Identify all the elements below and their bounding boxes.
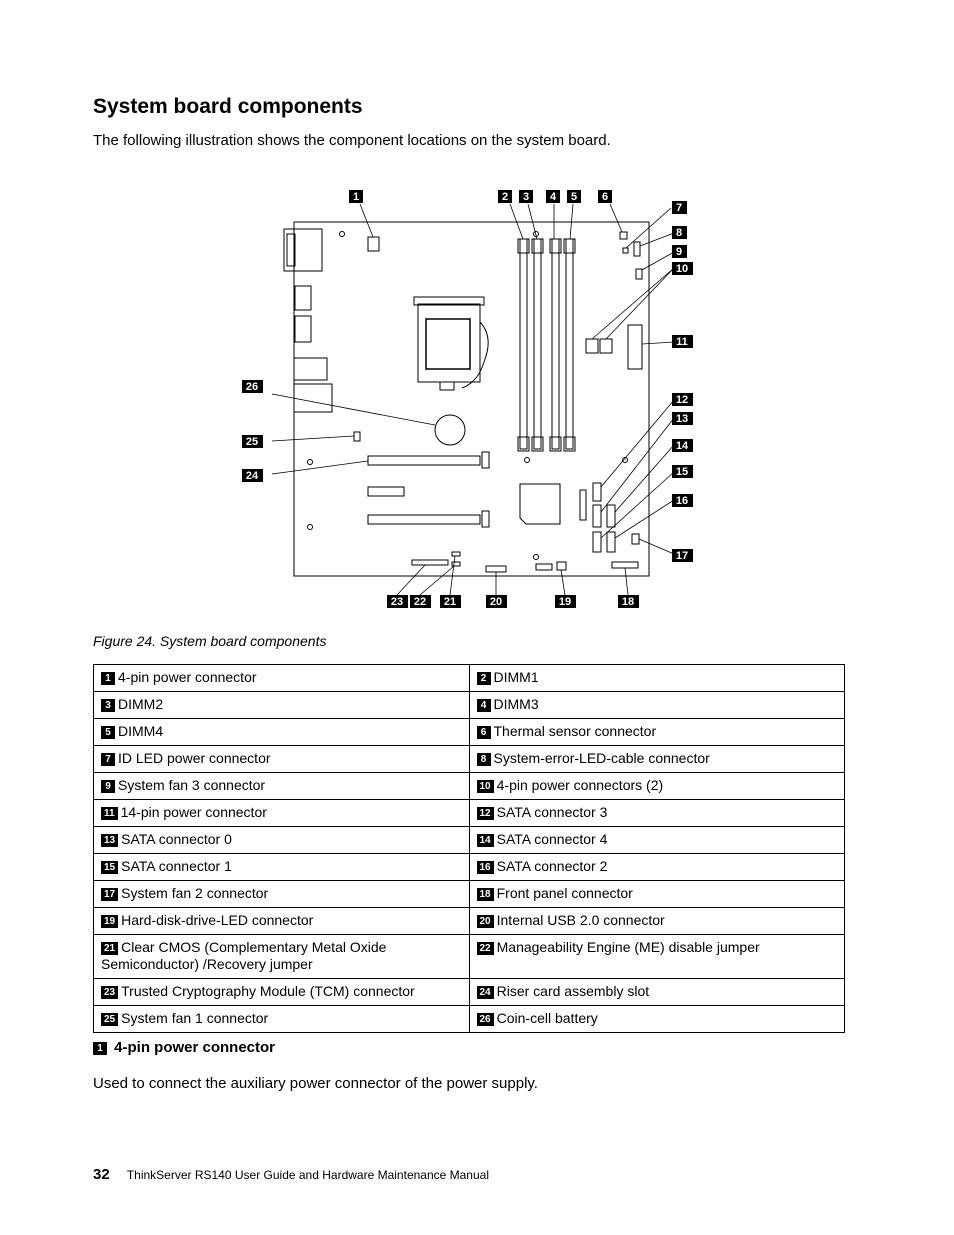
component-cell (469, 908, 845, 935)
component-number-badge: 26 (477, 1013, 494, 1026)
component-label: 14-pin power connector (120, 804, 267, 820)
svg-text:16: 16 (675, 495, 689, 507)
svg-text:22: 22 (413, 596, 427, 608)
pcie-slot-small (368, 487, 404, 496)
svg-text:1: 1 (352, 191, 360, 203)
sata-connector-2 (607, 532, 615, 552)
component-cell (469, 854, 845, 881)
connector-14pin (628, 325, 642, 369)
component-label: DIMM4 (118, 723, 164, 739)
component-label: DIMM1 (493, 669, 539, 685)
svg-text:13: 13 (675, 413, 689, 425)
system-fan-2-connector (632, 534, 639, 544)
section-heading-text: 4-pin power connector (114, 1039, 276, 1056)
svg-text:26: 26 (245, 381, 259, 393)
component-number-badge: 16 (477, 861, 494, 874)
component-number-badge: 7 (101, 753, 115, 766)
table-row (94, 935, 845, 979)
component-label: Hard-disk-drive-LED connector (121, 912, 314, 928)
svg-text:20: 20 (489, 596, 503, 608)
sata-connector-4 (607, 505, 615, 527)
component-label: SATA connector 0 (121, 831, 232, 847)
component-label: SATA connector 4 (496, 831, 608, 847)
component-number-badge: 24 (477, 986, 494, 999)
component-cell (94, 692, 470, 719)
component-label: DIMM2 (118, 696, 164, 712)
component-label: System fan 1 connector (121, 1010, 269, 1026)
component-number-badge: 10 (477, 780, 494, 793)
component-number-badge: 6 (477, 726, 491, 739)
svg-text:17: 17 (675, 550, 689, 562)
system-error-led-connector (634, 242, 640, 256)
thermal-sensor-connector (620, 232, 627, 239)
component-number-badge: 22 (477, 942, 494, 955)
component-number-badge: 3 (101, 699, 115, 712)
svg-text:8: 8 (675, 227, 683, 239)
svg-text:15: 15 (675, 466, 689, 478)
svg-text:18: 18 (621, 596, 635, 608)
svg-text:5: 5 (570, 191, 578, 203)
component-label: Trusted Cryptography Module (TCM) connector (121, 983, 415, 999)
tcm-connector (412, 560, 448, 565)
component-label: Coin-cell battery (496, 1010, 598, 1026)
table-row (94, 854, 845, 881)
table-row (94, 979, 845, 1006)
component-label: SATA connector 1 (121, 858, 232, 874)
rear-io-port-a (295, 286, 311, 310)
connector-4pin-b (600, 339, 612, 353)
section-badge: 1 (93, 1042, 107, 1055)
component-cell (94, 1006, 470, 1033)
rear-io-top (284, 229, 322, 271)
component-cell (94, 719, 470, 746)
component-cell (94, 908, 470, 935)
component-number-badge: 1 (101, 672, 115, 685)
component-cell (94, 979, 470, 1006)
table-row (94, 746, 845, 773)
component-number-badge: 20 (477, 915, 494, 928)
table-row (94, 719, 845, 746)
component-label: System fan 3 connector (118, 777, 266, 793)
table-row (94, 881, 845, 908)
component-cell (469, 935, 845, 979)
page-title: System board components (93, 95, 363, 118)
connector-4pin (368, 237, 379, 251)
svg-text:11: 11 (676, 336, 688, 348)
component-number-badge: 18 (477, 888, 494, 901)
component-label: Clear CMOS (Complementary Metal Oxide Semiconductor) /Recovery jumper (101, 939, 387, 972)
component-number-badge: 5 (101, 726, 115, 739)
component-label: Riser card assembly slot (496, 983, 650, 999)
clear-cmos-jumper (452, 552, 460, 556)
component-cell (94, 881, 470, 908)
component-cell (469, 773, 845, 800)
component-number-badge: 12 (477, 807, 494, 820)
component-label: System-error-LED-cable connector (493, 750, 710, 766)
component-number-badge: 25 (101, 1013, 118, 1026)
intro-text: The following illustration shows the component locations on the system board. (93, 132, 611, 149)
id-led-connector (623, 248, 628, 253)
internal-usb-connector (486, 566, 506, 572)
section-text: Used to connect the auxiliary power connector of the power supply. (93, 1075, 538, 1092)
svg-text:23: 23 (390, 596, 404, 608)
sata-connector-1 (593, 532, 601, 552)
component-number-badge: 11 (101, 807, 118, 820)
figure-caption: Figure 24. System board components (93, 633, 327, 649)
svg-text:19: 19 (558, 596, 572, 608)
svg-text:14: 14 (675, 440, 689, 452)
component-label: Front panel connector (496, 885, 633, 901)
component-cell (469, 665, 845, 692)
table-row (94, 692, 845, 719)
component-cell (94, 854, 470, 881)
component-cell (469, 881, 845, 908)
component-cell (469, 1006, 845, 1033)
svg-text:2: 2 (501, 191, 509, 203)
component-number-badge: 23 (101, 986, 118, 999)
pcie-slot-long (368, 515, 480, 524)
component-cell (94, 935, 470, 979)
component-label: Thermal sensor connector (493, 723, 657, 739)
riser-card-slot (368, 456, 480, 465)
component-label: ID LED power connector (118, 750, 271, 766)
svg-text:12: 12 (675, 394, 689, 406)
component-number-badge: 9 (101, 780, 115, 793)
component-number-badge: 17 (101, 888, 118, 901)
component-number-badge: 13 (101, 834, 118, 847)
rear-io-port-c (294, 358, 327, 380)
svg-text:3: 3 (522, 191, 530, 203)
connector-4pin-a (586, 339, 598, 353)
rear-io-port-d (294, 384, 332, 412)
front-panel-connector (612, 562, 638, 568)
table-row (94, 1006, 845, 1033)
component-cell (94, 827, 470, 854)
chipset (520, 484, 560, 524)
components-table (93, 664, 845, 1033)
component-cell (94, 746, 470, 773)
hdd-led-connector (557, 562, 566, 570)
system-fan-1-connector (354, 432, 360, 441)
board-outline (294, 222, 649, 576)
component-cell (469, 719, 845, 746)
system-fan-3-connector (636, 269, 642, 279)
component-label: 4-pin power connectors (2) (496, 777, 664, 793)
svg-text:4: 4 (549, 191, 557, 203)
component-label: System fan 2 connector (121, 885, 269, 901)
component-number-badge: 4 (477, 699, 491, 712)
component-number-badge: 15 (101, 861, 118, 874)
component-cell (469, 800, 845, 827)
component-cell (94, 665, 470, 692)
table-row (94, 800, 845, 827)
component-number-badge: 8 (477, 753, 491, 766)
component-cell (469, 746, 845, 773)
sata-connector-3 (593, 483, 601, 501)
component-cell (469, 979, 845, 1006)
svg-text:21: 21 (443, 596, 457, 608)
component-label: SATA connector 3 (496, 804, 608, 820)
me-disable-jumper (452, 562, 460, 566)
dimm-slots (518, 239, 575, 451)
component-label: Internal USB 2.0 connector (496, 912, 665, 928)
page-footer (93, 1166, 489, 1183)
manual-title: ThinkServer RS140 User Guide and Hardware Maintenance Manual (126, 1168, 489, 1182)
component-number-badge: 21 (101, 942, 118, 955)
component-cell (94, 800, 470, 827)
svg-text:9: 9 (675, 246, 683, 258)
component-label: Manageability Engine (ME) disable jumper (496, 939, 760, 955)
component-label: SATA connector 2 (496, 858, 608, 874)
section-heading (93, 1039, 275, 1056)
table-row (94, 827, 845, 854)
table-row (94, 908, 845, 935)
rear-io-port-b (295, 316, 311, 342)
component-cell (469, 692, 845, 719)
svg-text:25: 25 (245, 436, 259, 448)
component-label: 4-pin power connector (118, 669, 257, 685)
component-number-badge: 19 (101, 915, 118, 928)
component-number-badge: 2 (477, 672, 491, 685)
page-number: 32 (93, 1166, 110, 1183)
svg-text:7: 7 (675, 202, 683, 214)
component-cell (94, 773, 470, 800)
table-row (94, 773, 845, 800)
svg-text:24: 24 (245, 470, 259, 482)
table-row (94, 665, 845, 692)
component-number-badge: 14 (477, 834, 494, 847)
svg-text:10: 10 (675, 263, 689, 275)
system-board-diagram (230, 182, 710, 614)
component-cell (469, 827, 845, 854)
coin-cell-battery (435, 415, 465, 445)
svg-text:6: 6 (601, 191, 609, 203)
sata-connector-0 (593, 505, 601, 527)
component-label: DIMM3 (493, 696, 539, 712)
